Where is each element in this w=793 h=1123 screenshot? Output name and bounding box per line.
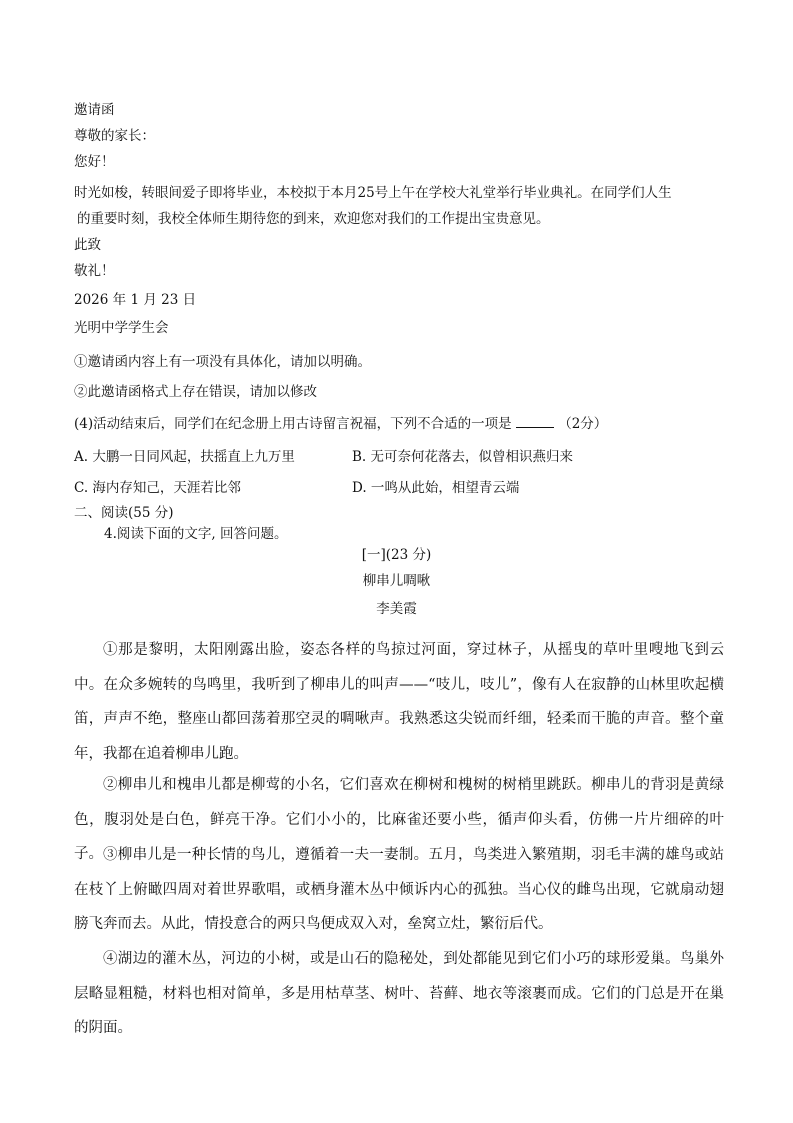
letter-greeting: 您好！ <box>74 154 115 170</box>
part-label: [一](23 分) <box>361 547 432 563</box>
question-4-score: （2分） <box>558 416 608 432</box>
letter-salutation: 尊敬的家长： <box>74 128 155 144</box>
paragraph-2: ②柳串儿和槐串儿都是柳莺的小名，它们喜欢在柳树和槐树的树梢里跳跃。柳串儿的背羽是黄绿色，腹羽处是白色，鲜亮干净。它们小小的，比麻雀还要小些，循声仰头看，仿佛一片片细碎的叶子。 <box>74 777 724 862</box>
option-d: D. 一鸣从此始，相望青云端 <box>352 480 520 496</box>
answer-blank <box>516 413 554 428</box>
article-author: 李美霞 <box>376 601 417 617</box>
article-title: 柳串儿啁啾 <box>362 573 431 589</box>
letter-signature: 光明中学学生会 <box>74 320 169 336</box>
letter-title: 邀请函 <box>74 102 115 118</box>
option-a: A. 大鹏一日同风起，扶摇直上九万里 <box>74 449 295 465</box>
letter-date: 2026 年 1 月 23 日 <box>74 292 197 308</box>
letter-body-line-1: 时光如梭，转眼间爱子即将毕业，本校拟于本月25号上午在学校大礼堂举行毕业典礼。在同学们人生 <box>74 185 672 201</box>
letter-closing-2: 敬礼！ <box>74 263 115 279</box>
option-c: C. 海内存知己，天涯若比邻 <box>74 480 241 496</box>
option-b: B. 无可奈何花落去，似曾相识燕归来 <box>352 449 574 465</box>
paragraph-1: ①那是黎明，太阳刚露出脸，姿态各样的鸟掠过河面，穿过林子，从摇曳的草叶里嗖地飞到云中。在众多婉转的鸟鸣里，我听到了柳串儿的叫声——“吱儿，吱儿”，像有人在寂静的山林里吹起横笛，声声不绝，整座山都回荡着那空灵的啁啾声。我熟悉这尖锐而纤细，轻柔而干脆的声音。整个童年，我都在追着柳串儿跑。 <box>74 642 724 762</box>
letter-body-line-2: 的重要时刻，我校全体师生期待您的到来，欢迎您对我们的工作提出宝贵意见。 <box>77 211 550 227</box>
paragraph-4: ④湖边的灌木丛，河边的小树，或是山石的隐秘处，到处都能见到它们小巧的球形爱巢。鸟巢外层略显粗糙，材料也相对简单，多是用枯草茎、树叶、苔藓、地衣等滚裹而成。它们的门总是开在巢的阴面。 <box>74 951 724 1036</box>
question-2: ②此邀请函格式上存在错误，请加以修改 <box>74 384 317 400</box>
letter-closing-1: 此致 <box>74 237 101 253</box>
question-4-text: (4)活动结束后，同学们在纪念册上用古诗留言祝福，下列不合适的一项是 <box>74 416 512 432</box>
question-1: ①邀请函内容上有一项没有具体化，请加以明确。 <box>74 354 371 370</box>
paragraph-3: ③柳串儿是一种长情的鸟儿，遵循着一夫一妻制。五月，鸟类进入繁殖期，羽毛丰满的雄鸟或站在枝丫上俯瞰四周对着世界歌唱，或栖身灌木丛中倾诉内心的孤独。当心仪的雌鸟出现，它就扇动翅膀飞奔而去。从此，情投意合的两只鸟便成双入对，垒窝立灶，繁衍后代。 <box>74 847 724 932</box>
question-4 <box>74 413 607 434</box>
section-instruction: 4.阅读下面的文字, 回答问题。 <box>104 526 288 542</box>
section-heading: 二、阅读(55 分) <box>74 505 174 521</box>
